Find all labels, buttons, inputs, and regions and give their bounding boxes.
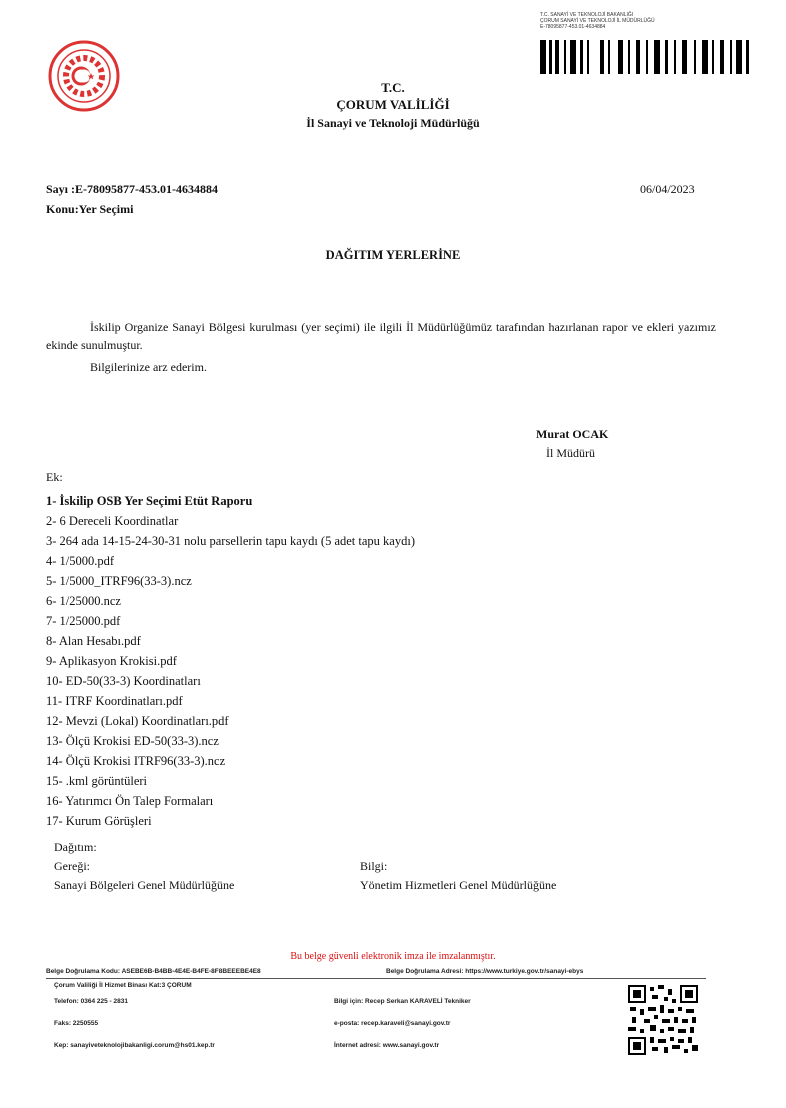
attachment-item: 13- Ölçü Krokisi ED-50(33-3).ncz xyxy=(46,734,219,748)
attachments-list xyxy=(46,491,415,831)
attachment-item: 16- Yatırımcı Ön Talep Formaları xyxy=(46,794,214,808)
footer-address: Çorum Valiliği İl Hizmet Binası Kat:3 ÇORUM xyxy=(54,982,192,989)
barcode-caption: T.C. SANAYİ VE TEKNOLOJİ BAKANLIĞI ÇORUM SANAYİ VE TEKNOLOJİ İL MÜDÜRLÜĞÜ E-78095877-453.01-4634884 xyxy=(540,12,655,30)
sayi-label: Sayı xyxy=(46,182,69,196)
footer-phone: Telefon: 0364 225 - 2831 xyxy=(54,998,128,1005)
footer-kep[interactable]: Kep: sanayiveteknolojibakanligi.corum@hs01.kep.tr xyxy=(54,1042,215,1049)
verify-url[interactable]: Belge Doğrulama Adresi: https://www.turkiye.gov.tr/sanayi-ebys xyxy=(386,968,584,975)
attachment-item: 14- Ölçü Krokisi ITRF96(33-3).ncz xyxy=(46,754,226,768)
verify-code: Belge Doğrulama Kodu: ASEBE6B-B4BB-4E4E-B4FE-8F8BEEEBE4E8 xyxy=(46,968,261,975)
attachment-item: 9- Aplikasyon Krokisi.pdf xyxy=(46,654,177,668)
attachment-item: 5- 1/5000_ITRF96(33-3).ncz xyxy=(46,574,192,588)
footer-fax: Faks: 2250555 xyxy=(54,1020,99,1027)
footer-divider xyxy=(46,978,706,979)
qr-code-icon xyxy=(628,985,698,1055)
recipient-heading: DAĞITIM YERLERİNE xyxy=(325,248,461,262)
attachment-item: 17- Kurum Görüşleri xyxy=(46,814,152,828)
attachment-item: 15- .kml görüntüleri xyxy=(46,774,148,788)
header-directorate: İl Sanayi ve Teknoloji Müdürlüğü xyxy=(306,116,480,130)
attachment-item: 7- 1/25000.pdf xyxy=(46,614,121,628)
gerege-value: Sanayi Bölgeleri Genel Müdürlüğüne xyxy=(54,878,235,892)
signer-name: Murat OCAK xyxy=(536,427,609,441)
bilgi-value: Yönetim Hizmetleri Genel Müdürlüğüne xyxy=(360,878,557,892)
konu-line xyxy=(46,202,133,217)
barcode-icon xyxy=(540,40,755,74)
footer-info: Bilgi için: Recep Serkan KARAVELİ Tekniker xyxy=(334,998,471,1005)
attachment-item: 3- 264 ada 14-15-24-30-31 nolu parsellerin tapu kaydı (5 adet tapu kaydı) xyxy=(46,534,415,548)
header-tc: T.C. xyxy=(381,80,405,95)
attachment-item: 4- 1/5000.pdf xyxy=(46,554,115,568)
document-date: 06/04/2023 xyxy=(640,182,695,196)
attachment-item: 8- Alan Hesabı.pdf xyxy=(46,634,141,648)
attachment-item: 6- 1/25000.ncz xyxy=(46,594,121,608)
attachment-item: 12- Mevzi (Lokal) Koordinatları.pdf xyxy=(46,714,229,728)
e-signature-notice: Bu belge güvenli elektronik imza ile imzalanmıştır. xyxy=(290,951,496,962)
gerege-label: Gereği: xyxy=(54,859,90,873)
header-governorship: ÇORUM VALİLİĞİ xyxy=(336,97,450,112)
footer-web[interactable]: İnternet adresi: www.sanayi.gov.tr xyxy=(334,1042,440,1049)
distribution-label: Dağıtım: xyxy=(54,840,97,854)
sayi-value: :E-78095877-453.01-4634884 xyxy=(71,182,219,196)
sayi-line xyxy=(46,182,218,197)
bilgi-label: Bilgi: xyxy=(360,859,388,873)
signer-title: İl Müdürü xyxy=(546,446,595,460)
body-closing: Bilgilerinize arz ederim. xyxy=(90,360,207,374)
attachment-item: 2- 6 Dereceli Koordinatlar xyxy=(46,514,179,528)
body-paragraph: İskilip Organize Sanayi Bölgesi kurulması (yer seçimi) ile ilgili İl Müdürlüğümüz tarafından hazırlanan rapor ve ekleri yazımız ekinde sunulmuştur. xyxy=(46,320,716,352)
konu-label: Konu xyxy=(46,202,75,216)
footer-email[interactable]: e-posta: recep.karaveli@sanayi.gov.tr xyxy=(334,1020,451,1027)
attachments-label: Ek: xyxy=(46,470,63,484)
attachment-item: 11- ITRF Koordinatları.pdf xyxy=(46,694,183,708)
konu-value: :Yer Seçimi xyxy=(74,202,134,216)
attachment-item: 1- İskilip OSB Yer Seçimi Etüt Raporu xyxy=(46,494,253,508)
attachment-item: 10- ED-50(33-3) Koordinatları xyxy=(46,674,201,688)
